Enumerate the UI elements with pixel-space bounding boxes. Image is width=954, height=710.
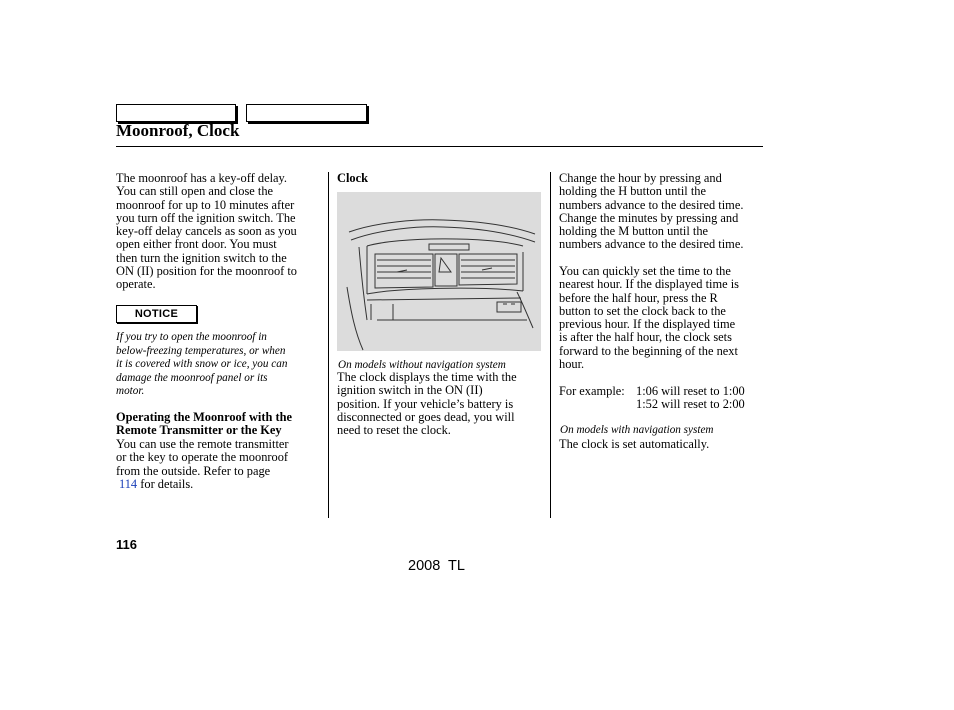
page-title: Moonroof, Clock bbox=[116, 121, 240, 140]
nav-tab-1[interactable] bbox=[116, 104, 236, 122]
dashboard-clock-illustration bbox=[337, 192, 541, 351]
dashboard-drawing bbox=[337, 192, 541, 351]
remote-paragraph: You can use the remote transmitter or the key to operate the moonroof from the outside. Refer to page 114 for details. bbox=[116, 437, 289, 491]
set-time-paragraph: Change the hour by pressing and holding the H button until the numbers advance to the desired time. Change the minutes by pressing and holding the M button until the numbers advance to the desired time. bbox=[559, 171, 744, 252]
nav-tab-2[interactable] bbox=[246, 104, 367, 122]
auto-set-text: The clock is set automatically. bbox=[559, 437, 710, 451]
example-lines: 1:06 will reset to 1:00 1:52 will reset to 2:00 bbox=[636, 384, 745, 412]
page-link[interactable]: 114 bbox=[119, 476, 138, 491]
notice-text: If you try to open the moonroof in below-freezing temperatures, or when it is covered with snow or ice, you can damage the moonroof panel or its motor. bbox=[116, 331, 288, 398]
notice-badge: NOTICE bbox=[116, 305, 197, 323]
caption-without-nav: On models without navigation system bbox=[338, 359, 506, 371]
column-divider-1 bbox=[328, 172, 329, 518]
reset-hour-paragraph: You can quickly set the time to the nearest hour. If the displayed time is before the half hour, press the R button to set the clock back to the previous hour. If the displayed time is after the half hour, the clock sets forward to the beginning of the next hour. bbox=[559, 264, 739, 372]
clock-paragraph: The clock displays the time with the ignition switch in the ON (II) position. If your vehicle’s battery is disconnected or goes dead, you will need to reset the clock. bbox=[337, 370, 517, 438]
remote-heading: Operating the Moonroof with the Remote Transmitter or the Key bbox=[116, 410, 292, 438]
moonroof-delay-paragraph: The moonroof has a key-off delay. You can still open and close the moonroof for up to 10 minutes after you turn off the ignition switch. The key-off delay cancels as soon as you open either front door. You must then turn the ignition switch to the ON (II) position for the moonroof to operate. bbox=[116, 171, 298, 292]
clock-heading: Clock bbox=[337, 171, 368, 185]
caption-with-nav: On models with navigation system bbox=[560, 424, 714, 436]
model-footer: 2008 TL bbox=[408, 558, 465, 574]
column-divider-2 bbox=[550, 172, 551, 518]
page-number: 116 bbox=[116, 537, 137, 552]
title-divider bbox=[116, 146, 763, 147]
example-label: For example: bbox=[559, 384, 625, 398]
